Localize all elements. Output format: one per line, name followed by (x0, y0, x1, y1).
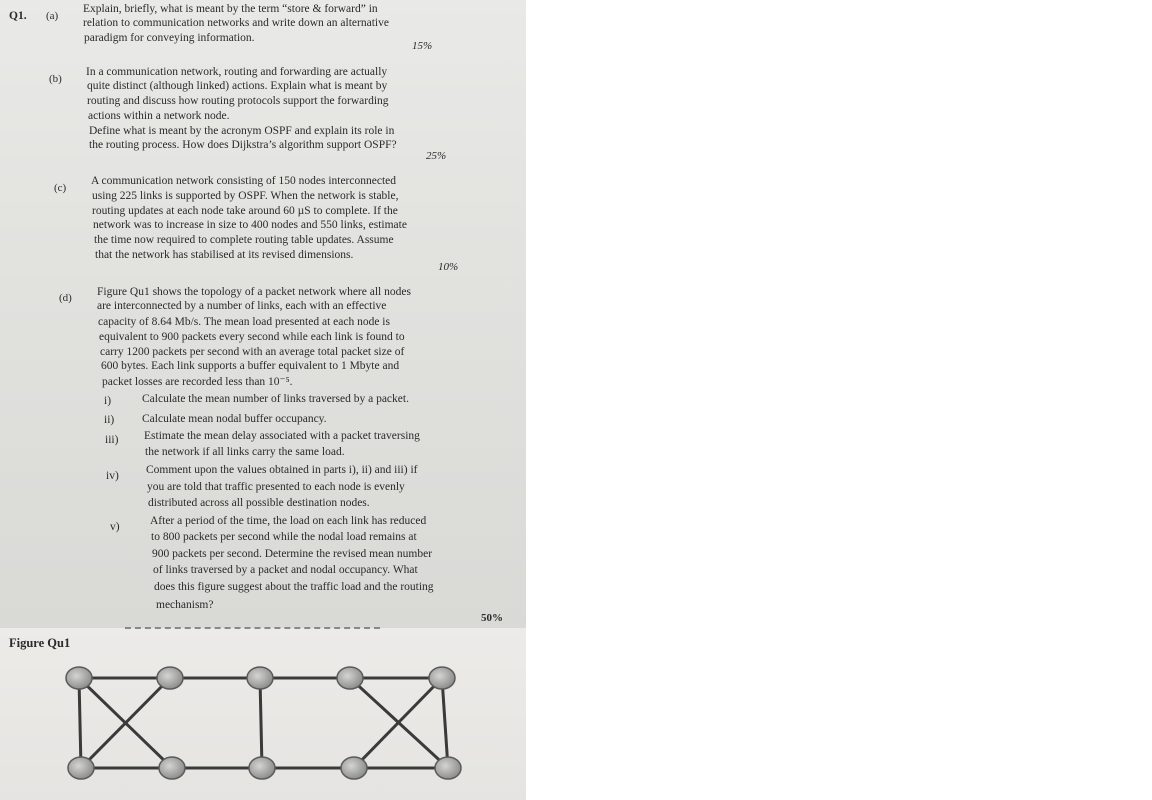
text-line: to 800 packets per second while the nodal load remains at (151, 531, 417, 543)
text-line: that the network has stabilised at its revised dimensions. (95, 249, 354, 261)
network-node-T4 (337, 667, 363, 689)
text-line: Explain, briefly, what is meant by the term “store & forward” in (83, 3, 378, 15)
text-line: distributed across all possible destination nodes. (148, 497, 370, 509)
text-line: Figure Qu1 shows the topology of a packet network where all nodes (97, 286, 411, 298)
text-line: After a period of the time, the load on each link has reduced (150, 515, 427, 527)
text-line: paradigm for conveying information. (84, 32, 255, 44)
subpart-label: i) (104, 395, 112, 407)
marks: 25% (426, 150, 447, 162)
text-line: Define what is meant by the acronym OSPF and explain its role in (89, 125, 395, 137)
text-line: the network if all links carry the same load. (145, 446, 345, 458)
text-line: does this figure suggest about the traffic load and the routing (154, 581, 434, 593)
text-line: are interconnected by a number of links, each with an effective (97, 300, 387, 312)
network-node-T5 (429, 667, 455, 689)
text-line: capacity of 8.64 Mb/s. The mean load presented at each node is (98, 316, 390, 328)
question-number: Q1. (9, 10, 27, 22)
network-node-T2 (157, 667, 183, 689)
link-T5-B4 (354, 678, 442, 768)
subpart-label: v) (110, 521, 120, 533)
subpart-label: ii) (104, 414, 115, 426)
marks: 15% (412, 40, 433, 52)
text-line: actions within a network node. (88, 110, 230, 122)
text-line: the routing process. How does Dijkstra’s algorithm support OSPF? (89, 139, 397, 151)
network-node-B1 (68, 757, 94, 779)
text-line: mechanism? (156, 599, 214, 611)
network-topology-diagram (0, 628, 526, 800)
text-line: routing and discuss how routing protocols support the forwarding (87, 95, 389, 107)
network-node-B4 (341, 757, 367, 779)
link-T5-B5 (442, 678, 448, 768)
text-line: routing updates at each node take around 60 µS to complete. If the (92, 205, 398, 217)
text-line: network was to increase in size to 400 nodes and 550 links, estimate (93, 219, 407, 231)
marks: 50% (481, 612, 503, 624)
text-line: Calculate mean nodal buffer occupancy. (142, 413, 327, 425)
text-line: you are told that traffic presented to each node is evenly (147, 481, 405, 493)
text-line: of links traversed by a packet and nodal occupancy. What (153, 564, 418, 576)
text-line: 900 packets per second. Determine the revised mean number (152, 548, 433, 560)
subpart-label: iii) (105, 434, 119, 446)
network-node-T1 (66, 667, 92, 689)
text-line: carry 1200 packets per second with an average total packet size of (100, 346, 405, 358)
text-line: the time now required to complete routing table updates. Assume (94, 234, 394, 246)
text-line: equivalent to 900 packets every second while each link is found to (99, 331, 405, 343)
network-node-T3 (247, 667, 273, 689)
text-line: relation to communication networks and write down an alternative (83, 17, 389, 29)
network-node-B2 (159, 757, 185, 779)
text-line: In a communication network, routing and forwarding are actually (86, 66, 388, 78)
link-T3-B3 (260, 678, 262, 768)
text-line: A communication network consisting of 150 nodes interconnected (91, 175, 397, 187)
figure-title: Figure Qu1 (9, 636, 71, 650)
text-line: quite distinct (although linked) actions. Explain what is meant by (87, 80, 388, 92)
marks: 10% (438, 261, 459, 273)
text-line: packet losses are recorded less than 10⁻⁵. (102, 376, 293, 388)
network-node-B3 (249, 757, 275, 779)
text-line: 600 bytes. Each link supports a buffer equivalent to 1 Mbyte and (101, 360, 400, 372)
text-line: Calculate the mean number of links traversed by a packet. (142, 393, 409, 405)
link-T1-B1 (79, 678, 81, 768)
network-node-B5 (435, 757, 461, 779)
part-label: (a) (46, 10, 59, 22)
text-line: Estimate the mean delay associated with a packet traversing (144, 430, 420, 442)
subpart-label: iv) (106, 470, 119, 482)
part-label: (d) (59, 292, 72, 304)
part-label: (c) (54, 182, 67, 194)
text-line: Comment upon the values obtained in parts i), ii) and iii) if (146, 464, 418, 476)
part-label: (b) (49, 73, 62, 85)
text-line: using 225 links is supported by OSPF. When the network is stable, (92, 190, 399, 202)
